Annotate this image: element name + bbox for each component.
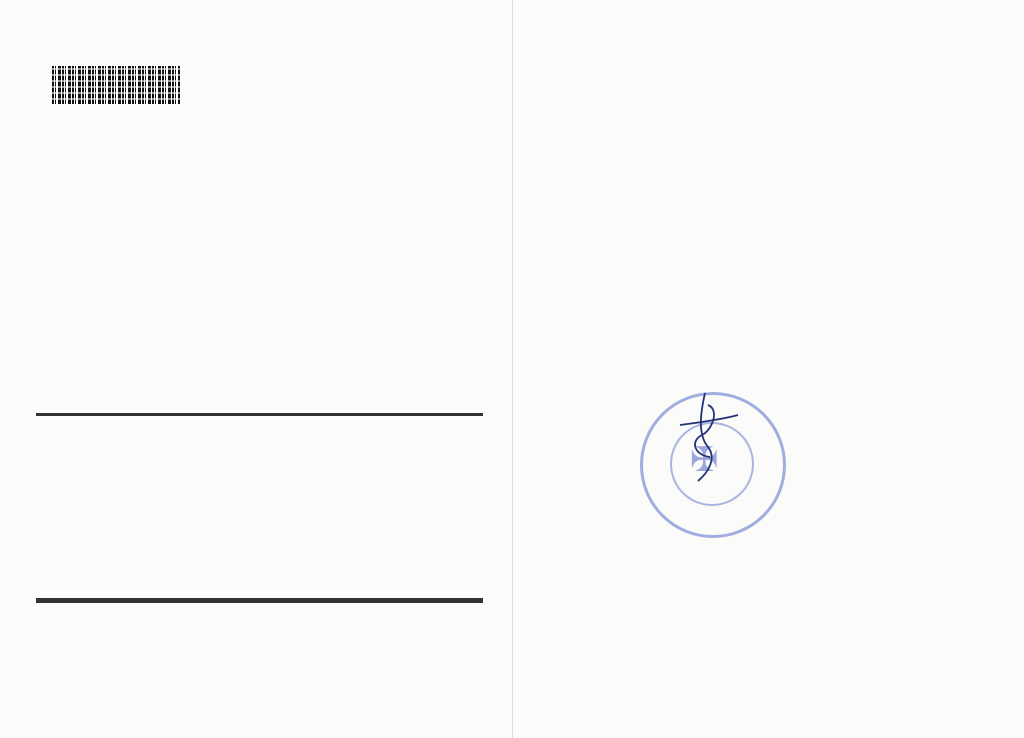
hdr-c2	[60, 415, 272, 416]
handwritten-signature	[650, 385, 750, 495]
sec2-table	[36, 598, 483, 603]
header-table	[36, 413, 483, 416]
page-2	[512, 0, 1024, 738]
row-value	[262, 602, 483, 603]
row-name	[56, 602, 262, 603]
hdr-c1	[37, 415, 60, 416]
hdr-c3	[272, 415, 483, 416]
eagle-emblem-icon: ✠	[690, 441, 719, 479]
row-num	[37, 602, 56, 603]
barcode-overlay	[52, 66, 180, 104]
table-row	[37, 602, 483, 603]
